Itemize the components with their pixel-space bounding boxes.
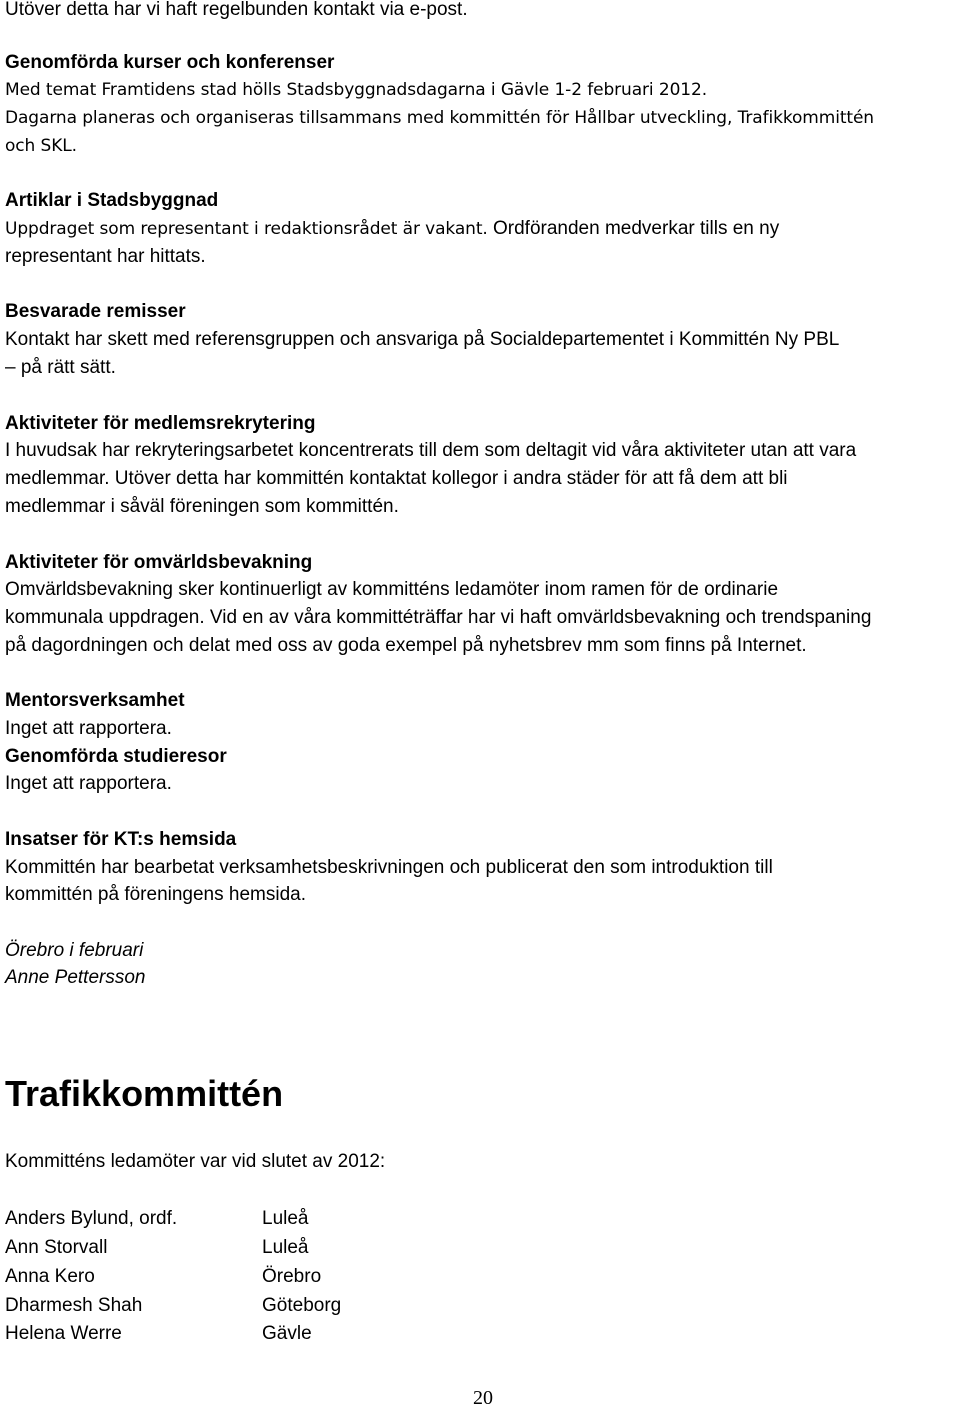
member-city: Luleå (262, 1237, 309, 1258)
website-line: kommittén på föreningens hemsida. (5, 884, 306, 905)
signature-name: Anne Pettersson (5, 967, 146, 988)
recruiting-line: I huvudsak har rekryteringsarbetet koncentrerats till dem som deltagit vid våra aktiviteter utan att vara (5, 440, 857, 461)
courses-heading: Genomförda kurser och konferenser (5, 52, 335, 73)
website-line: Kommittén har bearbetat verksamhetsbeskrivningen och publicerat den som introduktion till (5, 857, 773, 878)
study-text: Inget att rapportera. (5, 773, 172, 794)
mentor-heading: Mentorsverksamhet (5, 690, 185, 711)
member-city: Göteborg (262, 1295, 342, 1316)
intro-text: Utöver detta har vi haft regelbunden kontakt via e-post. (5, 0, 468, 20)
study-heading: Genomförda studieresor (5, 746, 227, 767)
member-city: Örebro (262, 1266, 322, 1287)
articles-line: representant har hittats. (5, 246, 206, 267)
articles-heading: Artiklar i Stadsbyggnad (5, 190, 219, 211)
remisser-heading: Besvarade remisser (5, 301, 186, 322)
remisser-line: – på rätt sätt. (5, 357, 116, 378)
courses-line: Med temat Framtidens stad hölls Stadsbyggnadsdagarna i Gävle 1-2 februari 2012. (5, 80, 708, 100)
website-heading: Insatser för KT:s hemsida (5, 829, 237, 850)
member-city: Gävle (262, 1323, 312, 1344)
signature-place: Örebro i februari (5, 940, 144, 961)
traffic-committee-title: Trafikkommittén (5, 1073, 284, 1114)
articles-line (5, 217, 779, 241)
monitoring-heading: Aktiviteter för omvärldsbevakning (5, 552, 313, 573)
member-name: Ann Storvall (5, 1237, 108, 1258)
monitoring-line: på dagordningen och delat med oss av goda exempel på nyhetsbrev mm som finns på Internet. (5, 635, 807, 656)
member-name: Anna Kero (5, 1266, 95, 1287)
mentor-text: Inget att rapportera. (5, 718, 172, 739)
recruiting-line: medlemmar. Utöver detta har kommittén kontaktat kollegor i andra städer för att få dem att bli (5, 468, 788, 489)
member-name: Dharmesh Shah (5, 1295, 143, 1316)
monitoring-line: Omvärldsbevakning sker kontinuerligt av kommitténs ledamöter inom ramen för de ordinarie (5, 579, 779, 600)
courses-line: Dagarna planeras och organiseras tillsammans med kommittén för Hållbar utveckling, Trafikkommittén (5, 108, 874, 128)
courses-line: och SKL. (5, 136, 77, 156)
traffic-intro: Kommitténs ledamöter var vid slutet av 2012: (5, 1151, 386, 1172)
member-name: Helena Werre (5, 1323, 122, 1344)
recruiting-line: medlemmar i såväl föreningen som kommittén. (5, 496, 399, 517)
monitoring-line: kommunala uppdragen. Vid en av våra kommittéträffar har vi haft omvärldsbevakning och trendspaning (5, 607, 872, 628)
page-number: 20 (473, 1387, 493, 1409)
recruiting-heading: Aktiviteter för medlemsrekrytering (5, 413, 316, 434)
member-city: Luleå (262, 1208, 309, 1229)
remisser-line: Kontakt har skett med referensgruppen och ansvariga på Socialdepartementet i Kommittén Ny PBL (5, 329, 840, 350)
articles-line-part-b: Ordföranden medverkar tills en ny (487, 218, 780, 239)
member-name: Anders Bylund, ordf. (5, 1208, 178, 1229)
articles-line-part-a: Uppdraget som representant i redaktionsrådet är vakant. (5, 219, 488, 239)
